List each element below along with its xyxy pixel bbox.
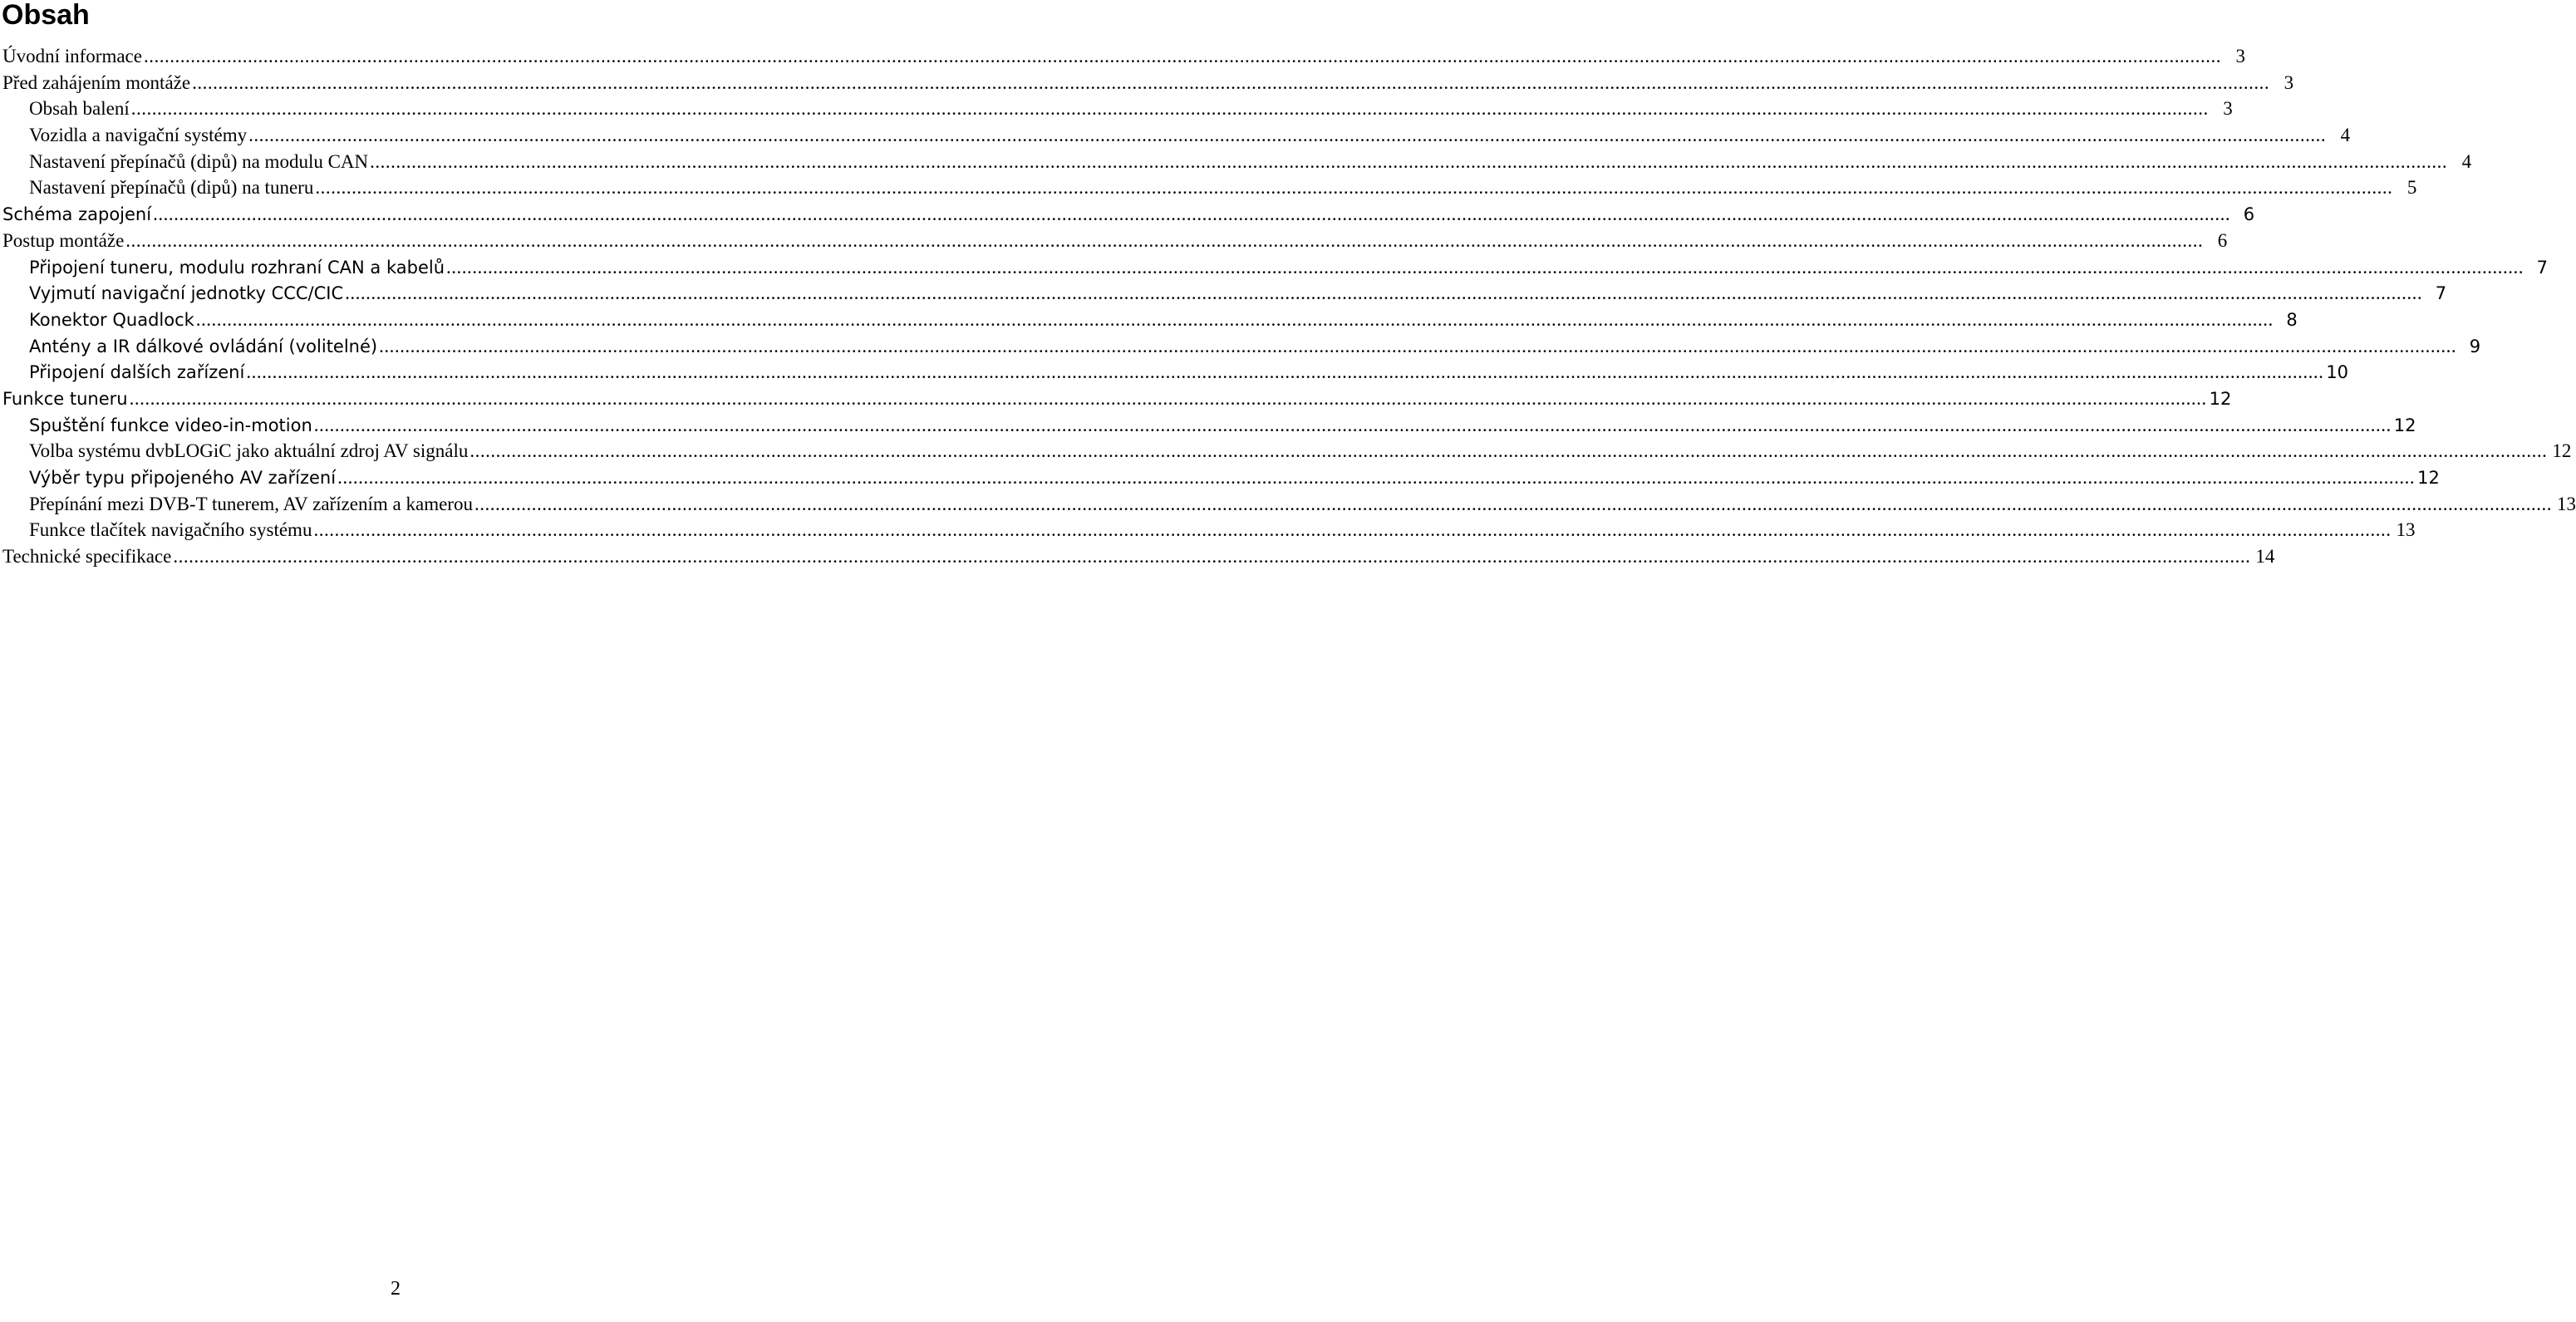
toc-entry-label: Přepínání mezi DVB-T tunerem, AV zařízením a kamerou	[29, 493, 473, 514]
toc-entry-page: 13	[2556, 493, 2576, 514]
toc-entry-label: Spuštění funkce video-in-motion	[29, 415, 312, 435]
dot-leader: ................................................................................................................................................................................................................................................................................................................................................................................................................	[248, 125, 2327, 146]
toc-entry[interactable]	[0, 280, 2447, 307]
dot-leader: ................................................................................................................................................................................................................................................................................................................................................................................................................	[315, 177, 2393, 199]
toc-entry[interactable]	[0, 333, 2481, 360]
dot-leader: ................................................................................................................................................................................................................................................................................................................................................................................................................	[246, 361, 2324, 383]
toc-entry-label: Úvodní informace	[2, 46, 142, 66]
dot-leader: ................................................................................................................................................................................................................................................................................................................................................................................................................	[446, 256, 2524, 278]
toc-entry-label: Technické specifikace	[2, 546, 172, 568]
toc-entry[interactable]	[0, 464, 2440, 491]
page-title: Obsah	[2, 0, 90, 31]
dot-leader: ................................................................................................................................................................................................................................................................................................................................................................................................................	[143, 46, 2221, 66]
toc-entry[interactable]	[0, 491, 2576, 518]
toc-entry-label: Postup montáže	[2, 229, 125, 251]
toc-entry-label: Vozidla a navigační systémy	[29, 125, 248, 146]
toc-entry[interactable]	[0, 228, 2228, 254]
toc-entry[interactable]	[0, 122, 2351, 149]
toc-entry-label: Nastavení přepínačů (dipů) na tuneru	[29, 177, 314, 199]
toc-entry-page: 6	[2243, 204, 2255, 225]
toc-entry-label: Obsah balení	[29, 98, 130, 120]
toc-entry-page: 3	[2283, 71, 2294, 93]
dot-leader: ................................................................................................................................................................................................................................................................................................................................................................................................................	[153, 204, 2231, 225]
toc-entry-page: 12	[2209, 388, 2232, 409]
toc-entry-page: 6	[2217, 229, 2228, 251]
toc-entry-page: 3	[2235, 46, 2245, 66]
toc-entry-page: 5	[2406, 177, 2417, 199]
dot-leader: ................................................................................................................................................................................................................................................................................................................................................................................................................	[125, 229, 2204, 251]
toc-entry[interactable]	[0, 70, 2294, 96]
toc-entry-label: Připojení dalších zařízení	[29, 362, 245, 383]
toc-entry-page: 12	[2552, 440, 2572, 462]
toc-entry[interactable]	[0, 517, 2416, 543]
toc-entry[interactable]	[0, 438, 2572, 464]
dot-leader: ................................................................................................................................................................................................................................................................................................................................................................................................................	[370, 150, 2448, 172]
toc-entry[interactable]	[0, 149, 2472, 175]
dot-leader: ................................................................................................................................................................................................................................................................................................................................................................................................................	[195, 308, 2274, 330]
dot-leader: ................................................................................................................................................................................................................................................................................................................................................................................................................	[313, 414, 2392, 435]
toc-entry[interactable]	[0, 543, 2275, 570]
dot-leader: ................................................................................................................................................................................................................................................................................................................................................................................................................	[474, 493, 2552, 514]
toc-entry-page: 12	[2417, 468, 2440, 488]
toc-entry-label: Funkce tlačítek navigačního systému	[29, 519, 312, 541]
dot-leader: ................................................................................................................................................................................................................................................................................................................................................................................................................	[173, 546, 2251, 568]
toc-entry-label: Před zahájením montáže	[2, 71, 191, 93]
toc-entry-label: Antény a IR dálkové ovládání (volitelné)	[29, 336, 378, 356]
toc-entry[interactable]	[0, 307, 2298, 333]
toc-entry-page: 13	[2396, 519, 2416, 541]
toc-entry-label: Konektor Quadlock	[29, 309, 194, 330]
dot-leader: ................................................................................................................................................................................................................................................................................................................................................................................................................	[337, 467, 2416, 488]
toc-entry-page: 8	[2286, 309, 2298, 330]
toc-entry-page: 7	[2536, 257, 2549, 278]
toc-entry-page: 3	[2223, 98, 2233, 120]
toc-entry-label: Schéma zapojení	[2, 204, 152, 225]
toc-entry[interactable]	[0, 96, 2233, 122]
dot-leader: ................................................................................................................................................................................................................................................................................................................................................................................................................	[130, 98, 2209, 120]
dot-leader: ................................................................................................................................................................................................................................................................................................................................................................................................................	[379, 335, 2457, 356]
toc-entry-page: 7	[2435, 283, 2447, 304]
toc-entry-page: 12	[2393, 415, 2416, 435]
toc-entry-page: 4	[2461, 150, 2472, 172]
toc-entry[interactable]	[0, 359, 2349, 386]
toc-entry-page: 10	[2326, 362, 2349, 383]
page-number: 2	[391, 1278, 401, 1300]
toc-entry[interactable]	[0, 43, 2245, 70]
toc-entry[interactable]	[0, 412, 2416, 439]
table-of-contents	[0, 43, 2576, 570]
toc-entry-label: Výběr typu připojeného AV zařízení	[29, 468, 337, 488]
dot-leader: ................................................................................................................................................................................................................................................................................................................................................................................................................	[313, 519, 2392, 541]
dot-leader: ................................................................................................................................................................................................................................................................................................................................................................................................................	[345, 283, 2423, 304]
toc-entry-label: Funkce tuneru	[2, 388, 128, 409]
toc-entry-page: 4	[2340, 125, 2351, 146]
toc-entry-page: 9	[2469, 336, 2481, 356]
toc-entry[interactable]	[0, 174, 2417, 201]
toc-entry-label: Připojení tuneru, modulu rozhraní CAN a kabelů	[29, 257, 445, 278]
dot-leader: ................................................................................................................................................................................................................................................................................................................................................................................................................	[129, 387, 2207, 409]
toc-entry-label: Vyjmutí navigační jednotky CCC/CIC	[29, 283, 344, 304]
toc-entry[interactable]	[0, 386, 2232, 412]
dot-leader: ................................................................................................................................................................................................................................................................................................................................................................................................................	[192, 71, 2270, 93]
toc-entry-label: Nastavení přepínačů (dipů) na modulu CAN	[29, 150, 369, 172]
toc-entry[interactable]	[0, 254, 2549, 281]
toc-entry-label: Volba systému dvbLOGiC jako aktuální zdroj AV signálu	[29, 440, 469, 462]
toc-entry-page: 14	[2255, 546, 2275, 568]
dot-leader: ................................................................................................................................................................................................................................................................................................................................................................................................................	[469, 440, 2548, 462]
toc-entry[interactable]	[0, 201, 2255, 228]
